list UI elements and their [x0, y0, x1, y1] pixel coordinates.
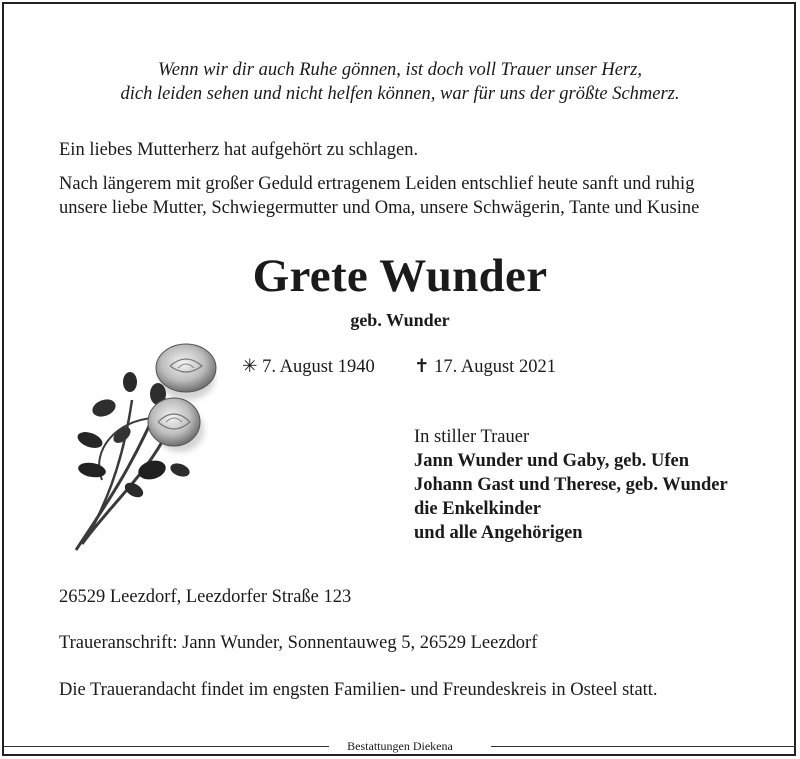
death-date-text: 17. August 2021 — [434, 357, 556, 377]
birth-date-text: 7. August 1940 — [262, 357, 375, 377]
birth-star-icon: ✳ — [242, 357, 258, 377]
ceremony-note: Die Trauerandacht findet im engsten Familien- und Freundeskreis in Osteel statt. — [59, 680, 658, 700]
residence-address: 26529 Leezdorf, Leezdorfer Straße 123 — [59, 587, 352, 607]
death-date — [414, 355, 556, 379]
roses-icon — [62, 330, 232, 560]
mourner-name: die Enkelkinder — [414, 499, 541, 519]
intro-line-1: Ein liebes Mutterherz hat aufgehört zu schlagen. — [59, 140, 419, 160]
poem-line-2: dich leiden sehen und nicht helfen können, war für uns der größte Schmerz. — [120, 84, 680, 104]
funeral-home-label: Bestattungen Diekena — [347, 739, 453, 753]
deceased-name: Grete Wunder — [252, 250, 548, 302]
mourner-name: Johann Gast und Therese, geb. Wunder — [414, 475, 728, 495]
mourning-address: Traueranschrift: Jann Wunder, Sonnentauweg 5, 26529 Leezdorf — [59, 633, 538, 653]
footer-rule-right — [491, 746, 796, 747]
mourner-name: Jann Wunder und Gaby, geb. Ufen — [414, 451, 690, 471]
death-cross-icon: ✝ — [414, 357, 430, 377]
mourners-heading: In stiller Trauer — [414, 427, 530, 447]
mourners-block — [414, 425, 728, 545]
footer — [0, 738, 800, 754]
intro-line-2: Nach längerem mit großer Geduld ertragenem Leiden entschlief heute sanft und ruhig — [59, 174, 695, 194]
birth-date — [242, 355, 375, 379]
maiden-name: geb. Wunder — [350, 310, 450, 330]
poem-line-1: Wenn wir dir auch Ruhe gönnen, ist doch voll Trauer unser Herz, — [158, 60, 642, 80]
intro-line-3: unsere liebe Mutter, Schwiegermutter und Oma, unsere Schwägerin, Tante und Kusine — [59, 198, 700, 218]
mourner-name: und alle Angehörigen — [414, 523, 583, 543]
poem — [0, 58, 800, 106]
